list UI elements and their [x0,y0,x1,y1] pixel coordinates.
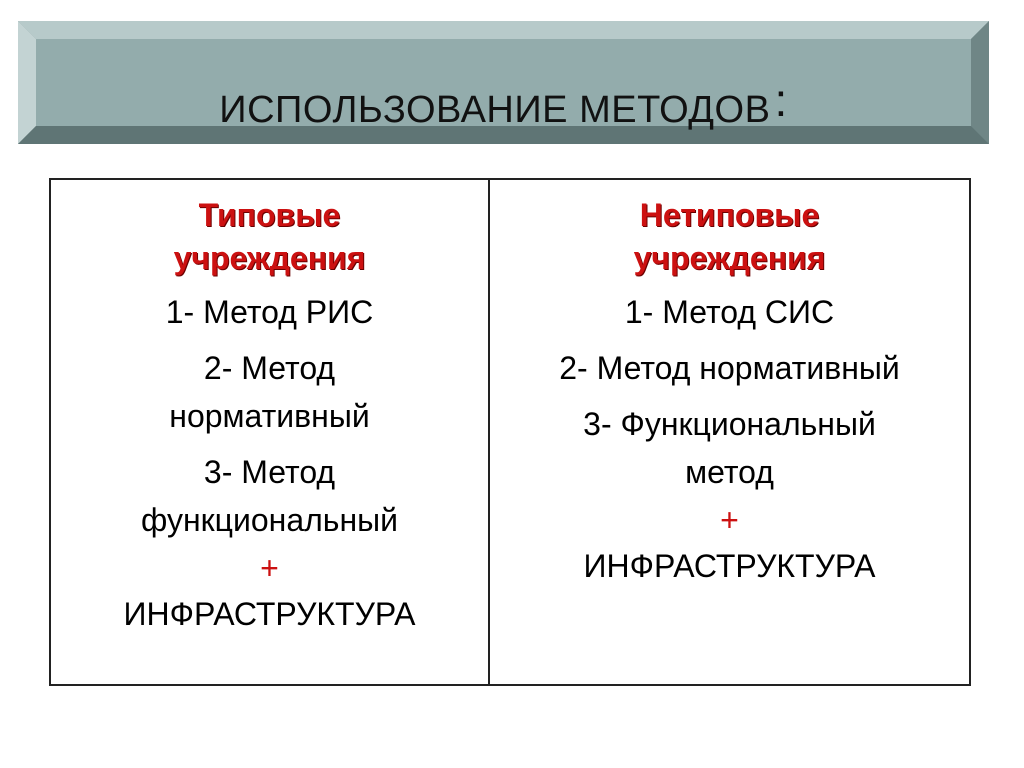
slide-title [18,74,989,133]
atypical-plus-sign: + [720,502,739,538]
typical-plus-sign: + [260,550,279,586]
slide-title-text: ИСПОЛЬЗОВАНИЕ МЕТОДОВ [219,89,771,131]
typical-infrastructure: ИНФРАСТРУКТУРА [123,596,416,632]
atypical-item-functional [490,400,969,496]
atypical-heading-line2: учреждения [633,240,826,276]
typical-item-normative-line2: нормативный [169,398,370,434]
typical-item-functional [51,448,488,544]
typical-institutions-column [51,180,490,684]
title-banner [18,21,989,144]
typical-item-ris: 1- Метод РИС [165,294,374,330]
atypical-institutions-heading [490,194,969,280]
typical-institutions-heading [51,194,488,280]
atypical-institutions-column [490,180,969,684]
atypical-item-normative: 2- Метод нормативный [559,350,900,386]
atypical-item-functional-line1: 3- Функциональный [583,406,876,442]
atypical-item-functional-line2: метод [685,454,774,490]
atypical-infrastructure: ИНФРАСТРУКТУРА [583,548,876,584]
atypical-heading-line1: Нетиповые [639,197,820,233]
typical-item-functional-line1: 3- Метод [203,454,336,490]
typical-item-normative [51,344,488,440]
methods-table [49,178,971,686]
typical-heading-line2: учреждения [173,240,366,276]
typical-item-normative-line1: 2- Метод [203,350,336,386]
typical-heading-line1: Типовые [198,197,341,233]
typical-item-functional-line2: функциональный [141,502,398,538]
atypical-item-sis: 1- Метод СИС [624,294,835,330]
slide-title-colon: : [774,74,788,126]
